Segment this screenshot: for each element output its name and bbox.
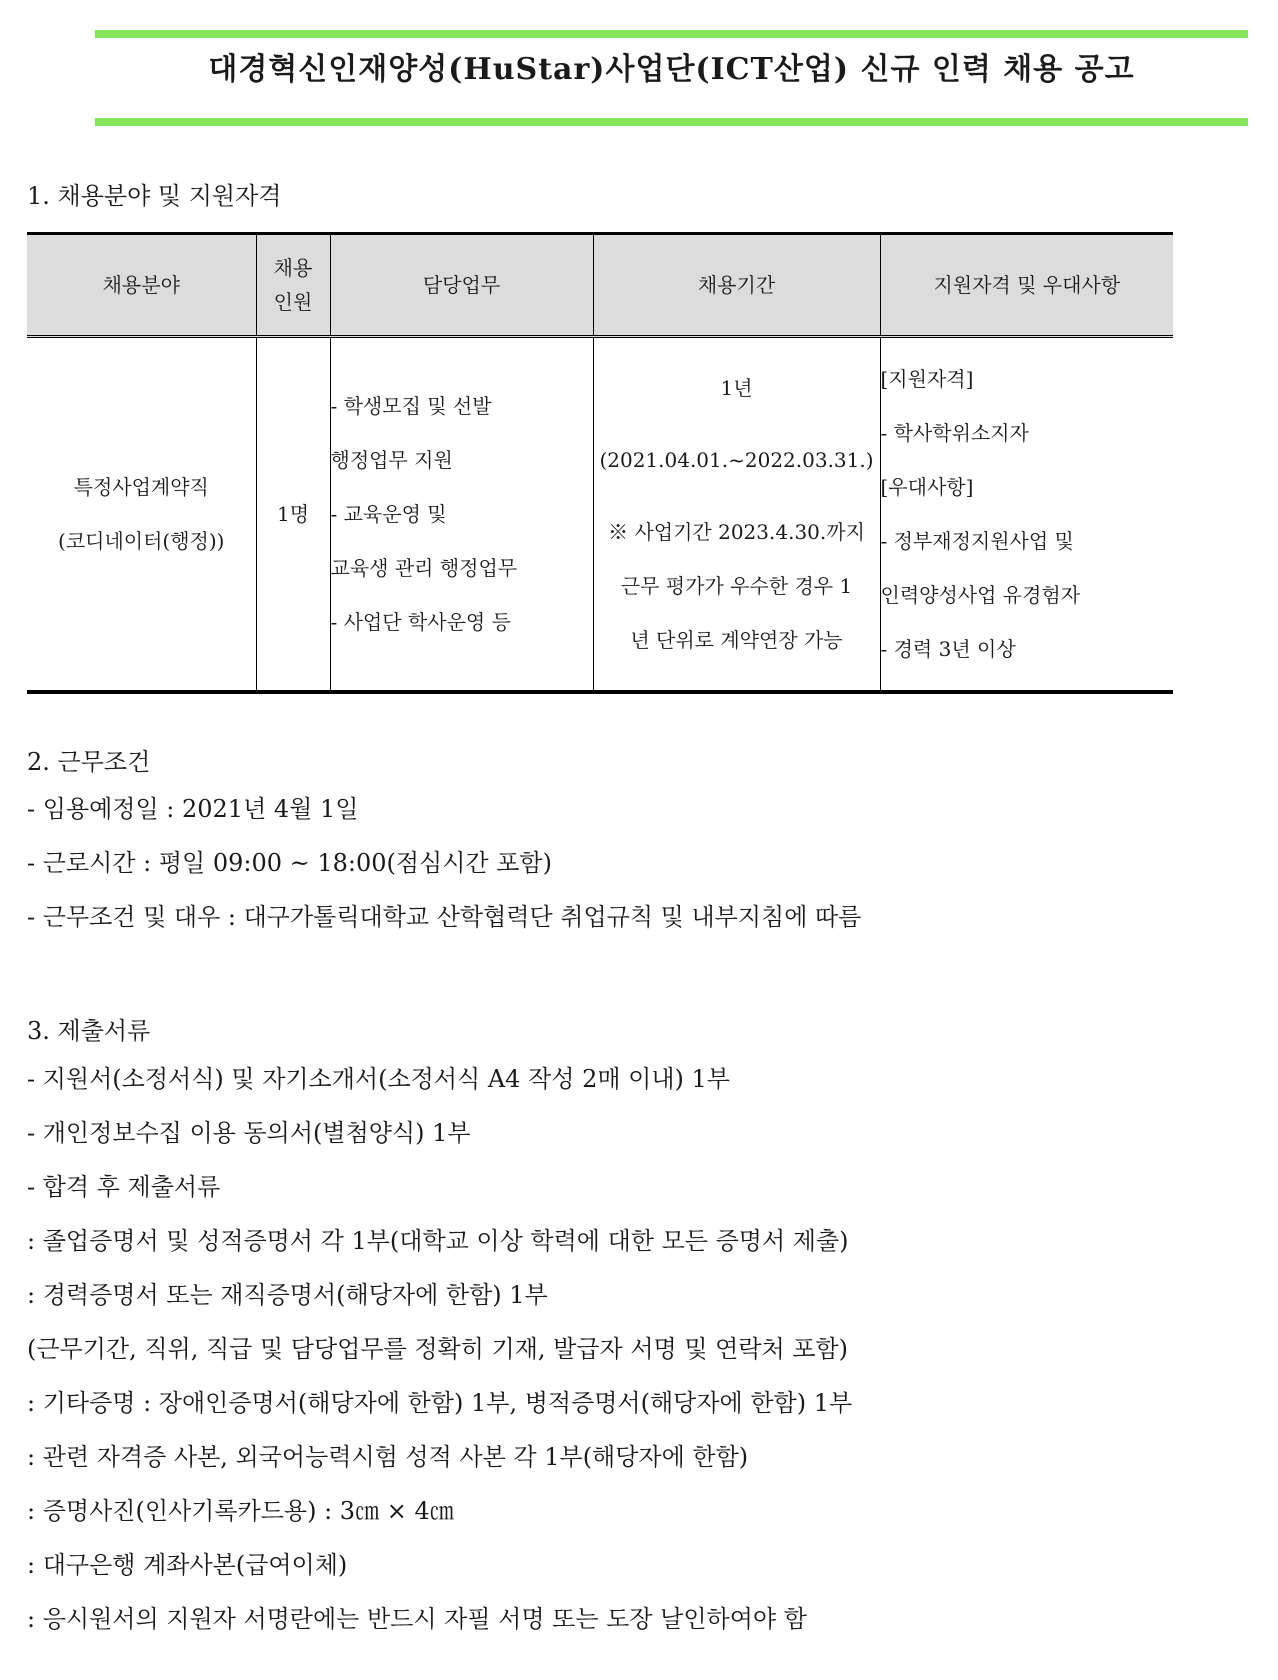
document-line: : 졸업증명서 및 성적증명서 각 1부(대학교 이상 학력에 대한 모든 증명서 제출) xyxy=(27,1227,849,1255)
duty-line: - 교육운영 및 xyxy=(330,502,447,526)
document-line: : 대구은행 계좌사본(급여이체) xyxy=(27,1551,348,1579)
duty-line: - 학생모집 및 선발 xyxy=(330,394,492,418)
header-count xyxy=(256,234,330,337)
section2-heading: 2. 근무조건 xyxy=(27,748,151,776)
document-line: - 개인정보수집 이용 동의서(별첨양식) 1부 xyxy=(27,1119,471,1147)
title-top-bar xyxy=(95,30,1248,38)
cell-period xyxy=(593,337,880,693)
condition-line: - 근로시간 : 평일 09:00 ~ 18:00(점심시간 포함) xyxy=(27,849,552,877)
cell-count: 1명 xyxy=(256,337,330,693)
section3-heading: 3. 제출서류 xyxy=(27,1017,151,1045)
duty-line: - 사업단 학사운영 등 xyxy=(330,610,511,634)
section2-lines xyxy=(27,782,861,944)
header-period: 채용기간 xyxy=(593,234,880,337)
period-dates: (2021.04.01.~2022.03.31.) xyxy=(599,448,874,472)
page-title: 대경혁신인재양성(HuStar)사업단(ICT산업) 신규 인력 채용 공고 xyxy=(208,52,1135,87)
document-line: (근무기간, 직위, 직급 및 담당업무를 정확히 기재, 발급자 서명 및 연락처 포함) xyxy=(27,1335,849,1363)
cell-qualifications xyxy=(880,337,1173,693)
document-line: : 증명사진(인사기록카드용) : 3㎝ × 4㎝ xyxy=(27,1497,454,1525)
period-note: 근무 평가가 우수한 경우 1 xyxy=(620,574,853,598)
table-row xyxy=(27,337,1173,693)
document-line: : 응시원서의 지원자 서명란에는 반드시 자필 서명 또는 도장 날인하여야 함 xyxy=(27,1605,807,1633)
field-line2: (코디네이터(행정)) xyxy=(58,529,225,553)
table-header-row xyxy=(27,234,1173,337)
qualification-line: - 정부재정지원사업 및 xyxy=(880,529,1074,553)
header-field: 채용분야 xyxy=(27,234,256,337)
period-note: ※ 사업기간 2023.4.30.까지 xyxy=(608,520,865,544)
cell-field xyxy=(27,337,256,693)
header-count-line1: 채용 xyxy=(273,256,313,280)
qualification-line: [우대사항] xyxy=(880,475,974,499)
document-line: - 지원서(소정서식) 및 자기소개서(소정서식 A4 작성 2매 이내) 1부 xyxy=(27,1065,730,1093)
cell-duties xyxy=(330,337,593,693)
duty-line: 행정업무 지원 xyxy=(330,448,453,472)
qualification-line: - 경력 3년 이상 xyxy=(880,637,1016,661)
header-duties: 담당업무 xyxy=(330,234,593,337)
document-line: : 관련 자격증 사본, 외국어능력시험 성적 사본 각 1부(해당자에 한함) xyxy=(27,1443,749,1471)
condition-line: - 근무조건 및 대우 : 대구가톨릭대학교 산학협력단 취업규칙 및 내부지침에 따름 xyxy=(27,903,862,931)
title-bottom-bar xyxy=(95,118,1248,126)
period-main: 1년 xyxy=(720,376,753,400)
document-line: : 경력증명서 또는 재직증명서(해당자에 한함) 1부 xyxy=(27,1281,548,1309)
field-line1: 특정사업계약직 xyxy=(73,475,209,499)
document-line: : 기타증명 : 장애인증명서(해당자에 한함) 1부, 병적증명서(해당자에 한함) 1부 xyxy=(27,1389,853,1417)
qualification-line: 인력양성사업 유경험자 xyxy=(880,583,1081,607)
document-line: - 합격 후 제출서류 xyxy=(27,1173,221,1201)
condition-line: - 임용예정일 : 2021년 4월 1일 xyxy=(27,795,359,823)
header-count-line2: 인원 xyxy=(273,290,313,314)
section1-heading: 1. 채용분야 및 지원자격 xyxy=(27,182,282,210)
recruitment-table xyxy=(27,232,1173,694)
duty-line: 교육생 관리 행정업무 xyxy=(330,556,518,580)
qualification-line: - 학사학위소지자 xyxy=(880,421,1029,445)
section3-lines xyxy=(27,1052,852,1646)
qualification-line: [지원자격] xyxy=(880,367,974,391)
period-note: 년 단위로 계약연장 가능 xyxy=(630,628,843,652)
header-qualifications: 지원자격 및 우대사항 xyxy=(880,234,1173,337)
